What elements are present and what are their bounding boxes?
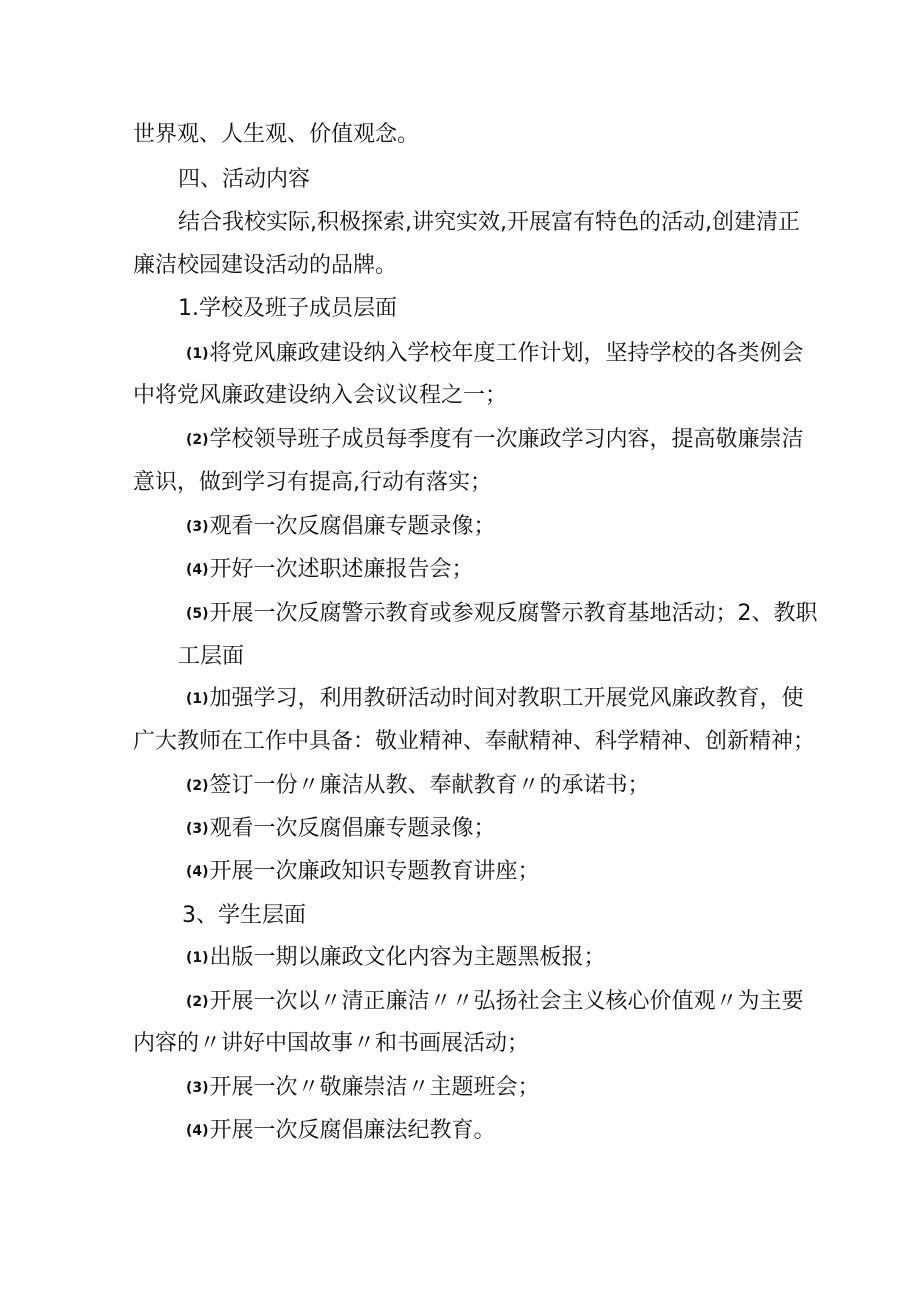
item-number: (2) (186, 994, 209, 1010)
subsection-heading (178, 294, 397, 324)
list-item (186, 771, 650, 801)
line-text: 廉洁校园建设活动的品牌。 (133, 253, 398, 278)
item-text: 开好一次述职述廉报告会； (209, 557, 474, 582)
item-number: (1) (186, 346, 209, 362)
text-line (133, 727, 815, 757)
heading-text: 3、学生层面 (182, 903, 306, 928)
text-line (178, 208, 800, 238)
item-text: 开展一次〃敬廉崇洁〃主题班会； (209, 1075, 540, 1100)
heading-text: 1.学校及班子成员层面 (178, 296, 397, 321)
text-line (133, 468, 492, 498)
item-number: (3) (186, 821, 209, 837)
item-text: 签订一份〃廉洁从教、奉献教育〃的承诺书； (209, 773, 650, 798)
list-item (186, 339, 804, 369)
item-text: 出版一期以廉政文化内容为主题黑板报； (209, 945, 606, 970)
item-text: 观看一次反腐倡廉专题录像； (209, 514, 496, 539)
item-number: (3) (186, 519, 209, 535)
list-item (186, 425, 804, 455)
list-item (186, 987, 804, 1017)
item-text: 加强学习，利用教研活动时间对教职工开展党风廉政教育，使 (209, 686, 804, 711)
section-heading (178, 165, 310, 195)
line-text: 内容的〃讲好中国故事〃和书画展活动； (133, 1031, 530, 1056)
item-number: (3) (186, 1080, 209, 1096)
text-line (178, 642, 244, 672)
heading-text: 四、活动内容 (178, 167, 311, 192)
item-number: (4) (186, 864, 209, 880)
list-item (186, 814, 496, 844)
list-item (186, 1116, 496, 1146)
item-number: (2) (186, 432, 209, 448)
line-text: 中将党风廉政建设纳入会议议程之一； (133, 383, 508, 408)
list-item (186, 1073, 540, 1103)
line-text: 世界观、人生观、价值观念。 (133, 122, 420, 147)
list-item (186, 857, 540, 887)
text-line (133, 381, 507, 411)
item-text: 将党风廉政建设纳入学校年度工作计划，坚持学校的各类例会 (209, 341, 804, 366)
item-number: (1) (186, 950, 209, 966)
item-text: 开展一次反腐警示教育或参观反腐警示教育基地活动；2、教职 (209, 601, 818, 626)
list-item (186, 512, 496, 542)
list-item (186, 684, 804, 714)
item-number: (1) (186, 691, 209, 707)
text-line (133, 120, 419, 150)
item-text: 学校领导班子成员每季度有一次廉政学习内容，提高敬廉崇洁 (209, 427, 804, 452)
list-item (186, 943, 606, 973)
list-item (186, 555, 474, 585)
line-text: 结合我校实际,积极探索,讲究实效,开展富有特色的活动,创建清正 (178, 210, 800, 235)
line-text: 意识，做到学习有提高,行动有落实； (133, 470, 492, 495)
list-item (186, 599, 818, 629)
item-number: (4) (186, 1123, 209, 1139)
item-text: 观看一次反腐倡廉专题录像； (209, 816, 496, 841)
item-number: (4) (186, 562, 209, 578)
item-text: 开展一次以〃清正廉洁〃〃弘扬社会主义核心价值观〃为主要 (209, 989, 804, 1014)
text-line (133, 251, 397, 281)
text-line (133, 1029, 529, 1059)
line-text: 工层面 (178, 644, 245, 669)
line-text: 广大教师在工作中具备：敬业精神、奉献精神、科学精神、创新精神； (133, 729, 816, 754)
item-text: 开展一次廉政知识专题教育讲座； (209, 859, 540, 884)
item-number: (2) (186, 778, 209, 794)
item-number: (5) (186, 606, 209, 622)
item-text: 开展一次反腐倡廉法纪教育。 (209, 1118, 496, 1143)
subsection-heading (182, 901, 306, 931)
